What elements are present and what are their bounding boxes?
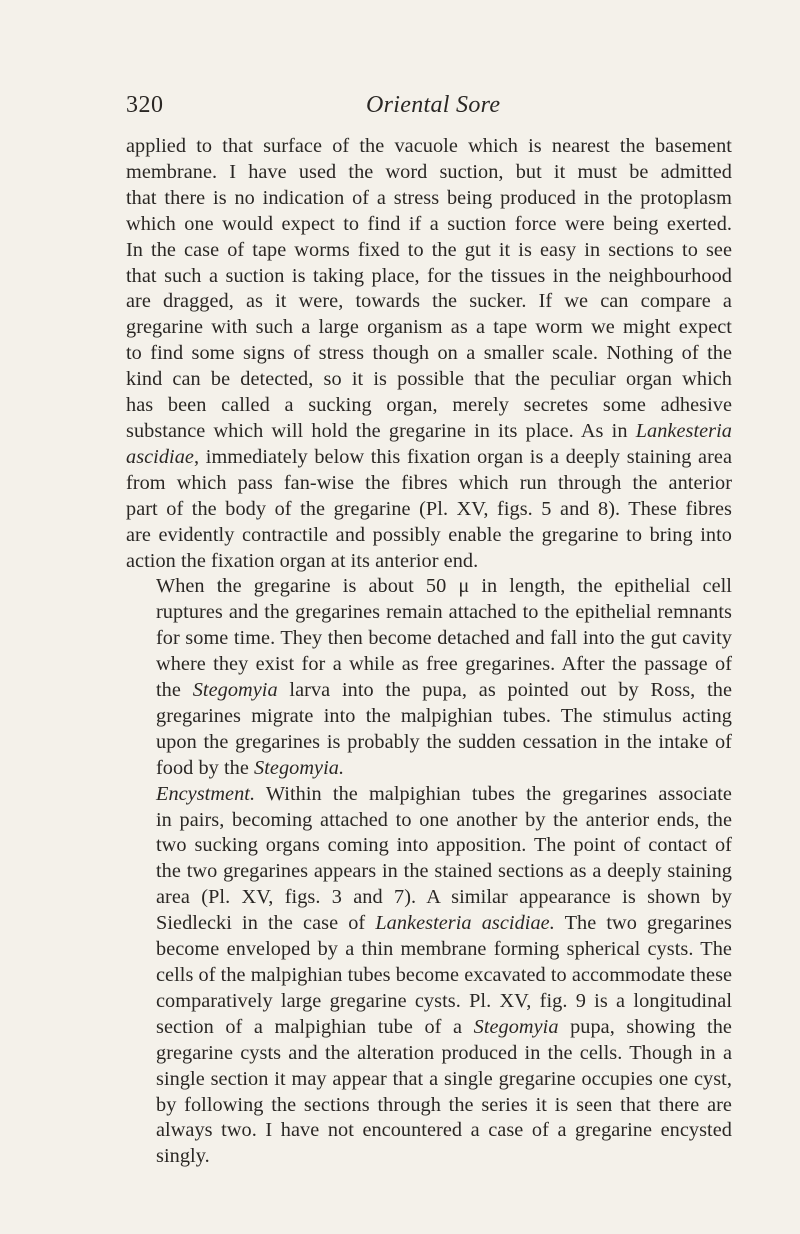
text-line: the two gregarines appears in the stained sections as a deeply staining: [156, 860, 732, 883]
text-line: substance which will hold the gregarine in its place. As in Lankesteria: [126, 419, 732, 442]
text-line: for some time. They then become detached and fall into the gut cavity: [156, 627, 732, 650]
text-line: gregarines migrate into the malpighian tubes. The stimulus acting: [156, 704, 732, 727]
text-line: gregarine cysts and the alteration produced in the cells. Though in a: [156, 1041, 732, 1064]
paragraph: [126, 782, 732, 1171]
text-line: section of a malpighian tube of a Stegomyia pupa, showing the: [156, 1015, 732, 1038]
text-line: has been called a sucking organ, merely secretes some adhesive: [126, 394, 732, 417]
text-line: two sucking organs coming into apposition. The point of contact of: [156, 834, 732, 857]
paragraph: [126, 134, 732, 574]
text-line: upon the gregarines is probably the sudden cessation in the intake of: [156, 730, 732, 753]
italic-term: Stegomyia.: [254, 756, 345, 779]
text-line: kind can be detected, so it is possible that the peculiar organ which: [126, 368, 732, 391]
text-line: become enveloped by a thin membrane forming spherical cysts. The: [156, 938, 732, 961]
text-line: are dragged, as it were, towards the sucker. If we can compare a: [126, 290, 732, 313]
text-line: comparatively large gregarine cysts. Pl. XV, fig. 9 is a longitudinal: [156, 989, 732, 1012]
text-line: When the gregarine is about 50 μ in length, the epithelial cell: [156, 575, 732, 598]
text-line: ruptures and the gregarines remain attached to the epithelial remnants: [156, 601, 732, 624]
text-line: singly.: [156, 1145, 210, 1168]
text-line: area (Pl. XV, figs. 3 and 7). A similar appearance is shown by: [156, 886, 732, 909]
text-line: from which pass fan-wise the fibres which run through the anterior: [126, 471, 732, 494]
text-line: part of the body of the gregarine (Pl. XV, figs. 5 and 8). These fibres: [126, 497, 732, 520]
italic-term: Lankesteria ascidiae.: [375, 912, 555, 935]
text-line: single section it may appear that a single gregarine occupies one cyst,: [156, 1067, 732, 1090]
italic-term: Stegomyia: [473, 1015, 559, 1038]
text-line: membrane. I have used the word suction, but it must be admitted: [126, 160, 732, 183]
text-line: applied to that surface of the vacuole which is nearest the basement: [126, 135, 732, 157]
text-line: by following the sections through the series it is seen that there are: [156, 1093, 732, 1116]
paragraph: [126, 574, 732, 781]
italic-term: ascidiae: [126, 445, 194, 468]
text-line: that there is no indication of a stress being produced in the protoplasm: [126, 186, 732, 209]
text-line: ascidiae, immediately below this fixation organ is a deeply staining area: [126, 445, 732, 468]
running-head: [126, 88, 732, 128]
page-number: 320: [126, 92, 164, 118]
text-line: action the fixation organ at its anterior end.: [126, 549, 479, 572]
text-line: Encystment. Within the malpighian tubes the gregarines associate: [156, 782, 732, 805]
text-line: in pairs, becoming attached to one another by the anterior ends, the: [156, 808, 732, 831]
running-title: Oriental Sore: [366, 92, 501, 118]
italic-term: Lankesteria: [635, 419, 732, 442]
text-line: cells of the malpighian tubes become excavated to accommodate these: [156, 964, 733, 986]
body-text: [126, 134, 732, 1170]
text-line: Siedlecki in the case of Lankesteria ascidiae. The two gregarines: [156, 912, 732, 935]
italic-term: Encystment.: [156, 782, 256, 805]
text-line: gregarine with such a large organism as a tape worm we might expect: [126, 316, 732, 339]
text-line: the Stegomyia larva into the pupa, as pointed out by Ross, the: [156, 679, 732, 702]
text-line: always two. I have not encountered a case of a gregarine encysted: [156, 1119, 732, 1142]
italic-term: Stegomyia: [192, 679, 278, 702]
text-line: which one would expect to find if a suction force were being exerted.: [126, 212, 732, 235]
text-line: where they exist for a while as free gregarines. After the passage of: [156, 653, 732, 676]
text-line: that such a suction is taking place, for the tissues in the neighbourhood: [126, 264, 732, 287]
text-line: food by the Stegomyia.: [156, 756, 345, 779]
text-line: are evidently contractile and possibly enable the gregarine to bring into: [126, 523, 732, 546]
text-line: In the case of tape worms fixed to the gut it is easy in sections to see: [126, 238, 732, 261]
text-line: to find some signs of stress though on a smaller scale. Nothing of the: [126, 342, 732, 365]
